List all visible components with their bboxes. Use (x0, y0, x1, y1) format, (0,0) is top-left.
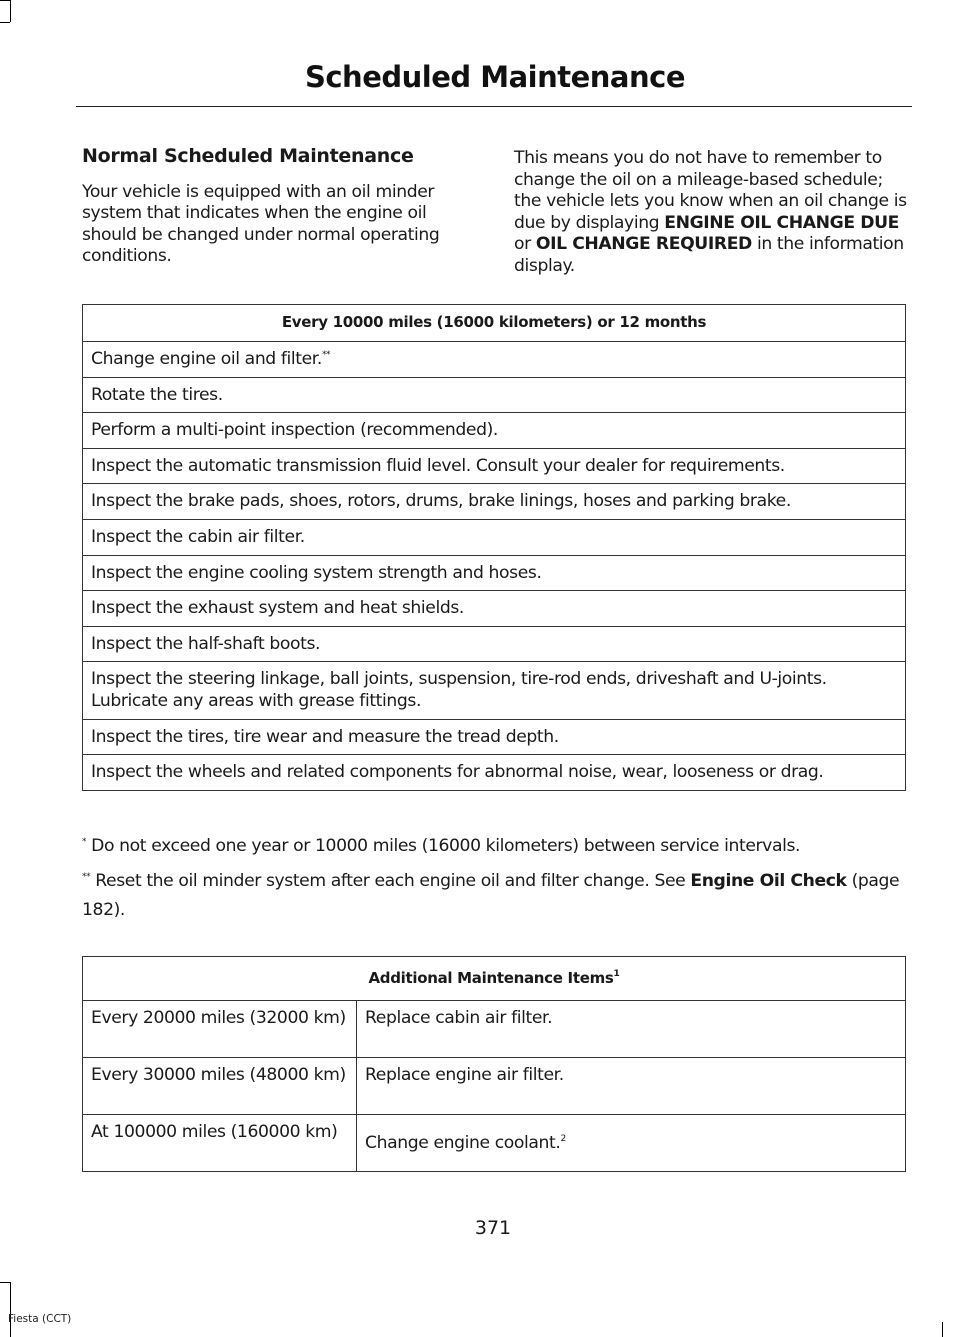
table-cell: Inspect the wheels and related components for abnormal noise, wear, looseness or drag. (83, 755, 906, 791)
table-row (83, 626, 906, 662)
table-cell (83, 342, 906, 378)
table-cell: Inspect the tires, tire wear and measure the tread depth. (83, 719, 906, 755)
item-cell (357, 1001, 906, 1058)
table-row (83, 555, 906, 591)
header-text: Additional Maintenance Items (368, 968, 614, 987)
crop-mark (0, 0, 10, 1)
interval-cell: Every 20000 miles (32000 km) (83, 1001, 357, 1058)
crop-mark (0, 22, 10, 23)
engine-oil-change-due-label: ENGINE OIL CHANGE DUE (664, 212, 900, 233)
intro-left-text: Your vehicle is equipped with an oil minder system that indicates when the engine oil should be changed under normal operating conditions. (82, 181, 440, 267)
table-cell: Inspect the brake pads, shoes, rotors, drums, brake linings, hoses and parking brake. (83, 484, 906, 520)
item-cell (357, 1115, 906, 1172)
table-row (83, 1115, 906, 1172)
interval-cell: At 100000 miles (160000 km) (83, 1115, 357, 1172)
header-rule (76, 106, 912, 107)
item-cell (357, 1058, 906, 1115)
page-number: 371 (474, 1217, 512, 1239)
table-cell: Inspect the half-shaft boots. (83, 626, 906, 662)
section-heading: Normal Scheduled Maintenance (82, 145, 414, 167)
footnote-mark: * (82, 837, 87, 847)
table-row (83, 591, 906, 627)
intro-left-column (82, 146, 482, 268)
table-row (83, 662, 906, 719)
cell-text: Replace engine air filter. (365, 1065, 564, 1085)
table-cell: Inspect the exhaust system and heat shields. (83, 591, 906, 627)
intro-right-text (514, 148, 910, 278)
crop-mark (10, 1282, 11, 1337)
crop-mark (0, 1282, 10, 1283)
footnote-text: (page 182). (82, 871, 900, 920)
table-row (83, 1001, 906, 1058)
table-header-row (83, 957, 906, 1001)
table-header-row (83, 305, 906, 342)
table-cell: Inspect the automatic transmission fluid level. Consult your dealer for requirements. (83, 448, 906, 484)
intro-text-part: This means you do not have to remember to change the oil on a mileage-based schedule; the vehicle lets you know when an oil change is due by displaying (514, 148, 907, 233)
cell-text: Change engine oil and filter. (91, 349, 322, 369)
oil-change-required-label: OIL CHANGE REQUIRED (535, 234, 752, 255)
table-row (83, 413, 906, 449)
table-row (83, 719, 906, 755)
table-row (83, 519, 906, 555)
page-title: Scheduled Maintenance (304, 60, 686, 94)
crop-mark (10, 0, 11, 22)
table-cell: Inspect the cabin air filter. (83, 519, 906, 555)
cell-text: Replace cabin air filter. (365, 1008, 553, 1028)
footnote-2 (82, 867, 912, 925)
intro-text-part: in the information display. (514, 234, 904, 276)
table-cell: Rotate the tires. (83, 377, 906, 413)
table-row (83, 484, 906, 520)
crop-mark (942, 1322, 943, 1337)
footnote-ref: ** (321, 350, 331, 360)
additional-table-header (83, 957, 906, 1001)
table-row (83, 342, 906, 378)
additional-maintenance-table (82, 956, 906, 1172)
footnote-ref: 1 (613, 968, 620, 979)
cell-text: Change engine coolant. (365, 1132, 561, 1153)
interval-cell: Every 30000 miles (48000 km) (83, 1058, 357, 1115)
table-row (83, 377, 906, 413)
footnote-text: Do not exceed one year or 10000 miles (16000 kilometers) between service intervals. (86, 836, 801, 856)
intro-text-part: or (514, 234, 536, 255)
schedule-table (82, 304, 906, 791)
table-cell: Inspect the steering linkage, ball joints, suspension, tire-rod ends, driveshaft and U-joints. Lubricate any areas with grease fittings. (83, 662, 906, 719)
footnote-text: Reset the oil minder system after each engine oil and filter change. See (90, 871, 691, 891)
table-row (83, 448, 906, 484)
footnote-ref: 2 (560, 1133, 566, 1144)
footnote-mark: ** (82, 872, 91, 882)
footnote-1 (82, 832, 912, 861)
table-cell: Perform a multi-point inspection (recommended). (83, 413, 906, 449)
intro-right-column (514, 148, 910, 278)
schedule-table-header: Every 10000 miles (16000 kilometers) or 12 months (83, 305, 906, 342)
table-row (83, 755, 906, 791)
table-cell: Inspect the engine cooling system strength and hoses. (83, 555, 906, 591)
table-row (83, 1058, 906, 1115)
model-label: Fiesta (CCT) (8, 1313, 72, 1325)
engine-oil-check-link[interactable]: Engine Oil Check (690, 871, 847, 891)
